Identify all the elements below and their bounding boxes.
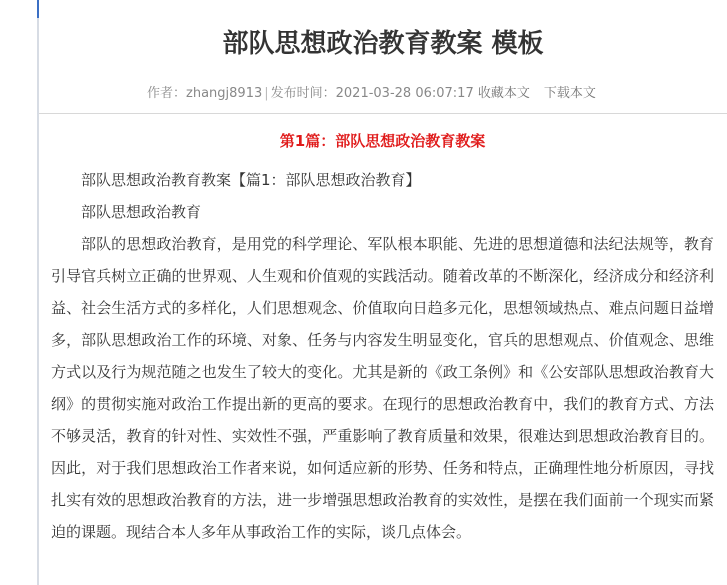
article-header <box>39 0 727 114</box>
article-body <box>51 120 714 548</box>
author-label: 作者： <box>147 86 187 101</box>
paragraph: 部队的思想政治教育，是用党的科学理论、军队根本职能、先进的思想道德和法纪法规等，教育引导官兵树立正确的世界观、人生观和价值观的实践活动。随着改革的不断深化，经济成分和经济利益、社会生活方式的多样化，人们思想观念、价值取向日趋多元化，思想领域热点、难点问题日益增多，部队思想政治工作的环境、对象、任务与内容发生明显变化，官兵的思想观点、价值观念、思维方式以及行为规范随之也发生了较大的变化。尤其是新的《政工条例》和《公安部队思想政治教育大纲》的贯彻实施对政治工作提出新的更高的要求。在现行的思想政治教育中，我们的教育方式、方法不够灵活，教育的针对性、实效性不强，严重影响了教育质量和效果，很难达到思想政治教育目的。因此，对于我们思想政治工作者来说，如何适应新的形势、任务和特点，正确理性地分析原因，寻找扎实有效的思想政治教育的方法，进一步增强思想政治教育的实效性，是摆在我们面前一个现实而紧迫的课题。现结合本人多年从事政治工作的实际，谈几点体会。 <box>51 235 714 541</box>
paragraph: 部队思想政治教育教案【篇1：部队思想政治教育】 <box>81 171 421 189</box>
favorite-link[interactable]: 收藏本文 <box>477 86 530 101</box>
article-meta <box>147 85 627 103</box>
publish-time: 2021-03-28 06:07:17 <box>335 86 474 101</box>
meta-separator: | <box>264 86 269 101</box>
publish-time-label: 发布时间： <box>270 86 336 101</box>
section-title: 第1篇：部队思想政治教育教案 <box>279 132 486 150</box>
author-name: zhangj8913 <box>186 86 263 101</box>
paragraph: 部队思想政治教育 <box>81 203 202 221</box>
download-link[interactable]: 下载本文 <box>543 86 596 101</box>
page-title: 部队思想政治教育教案 模板 <box>222 29 544 59</box>
